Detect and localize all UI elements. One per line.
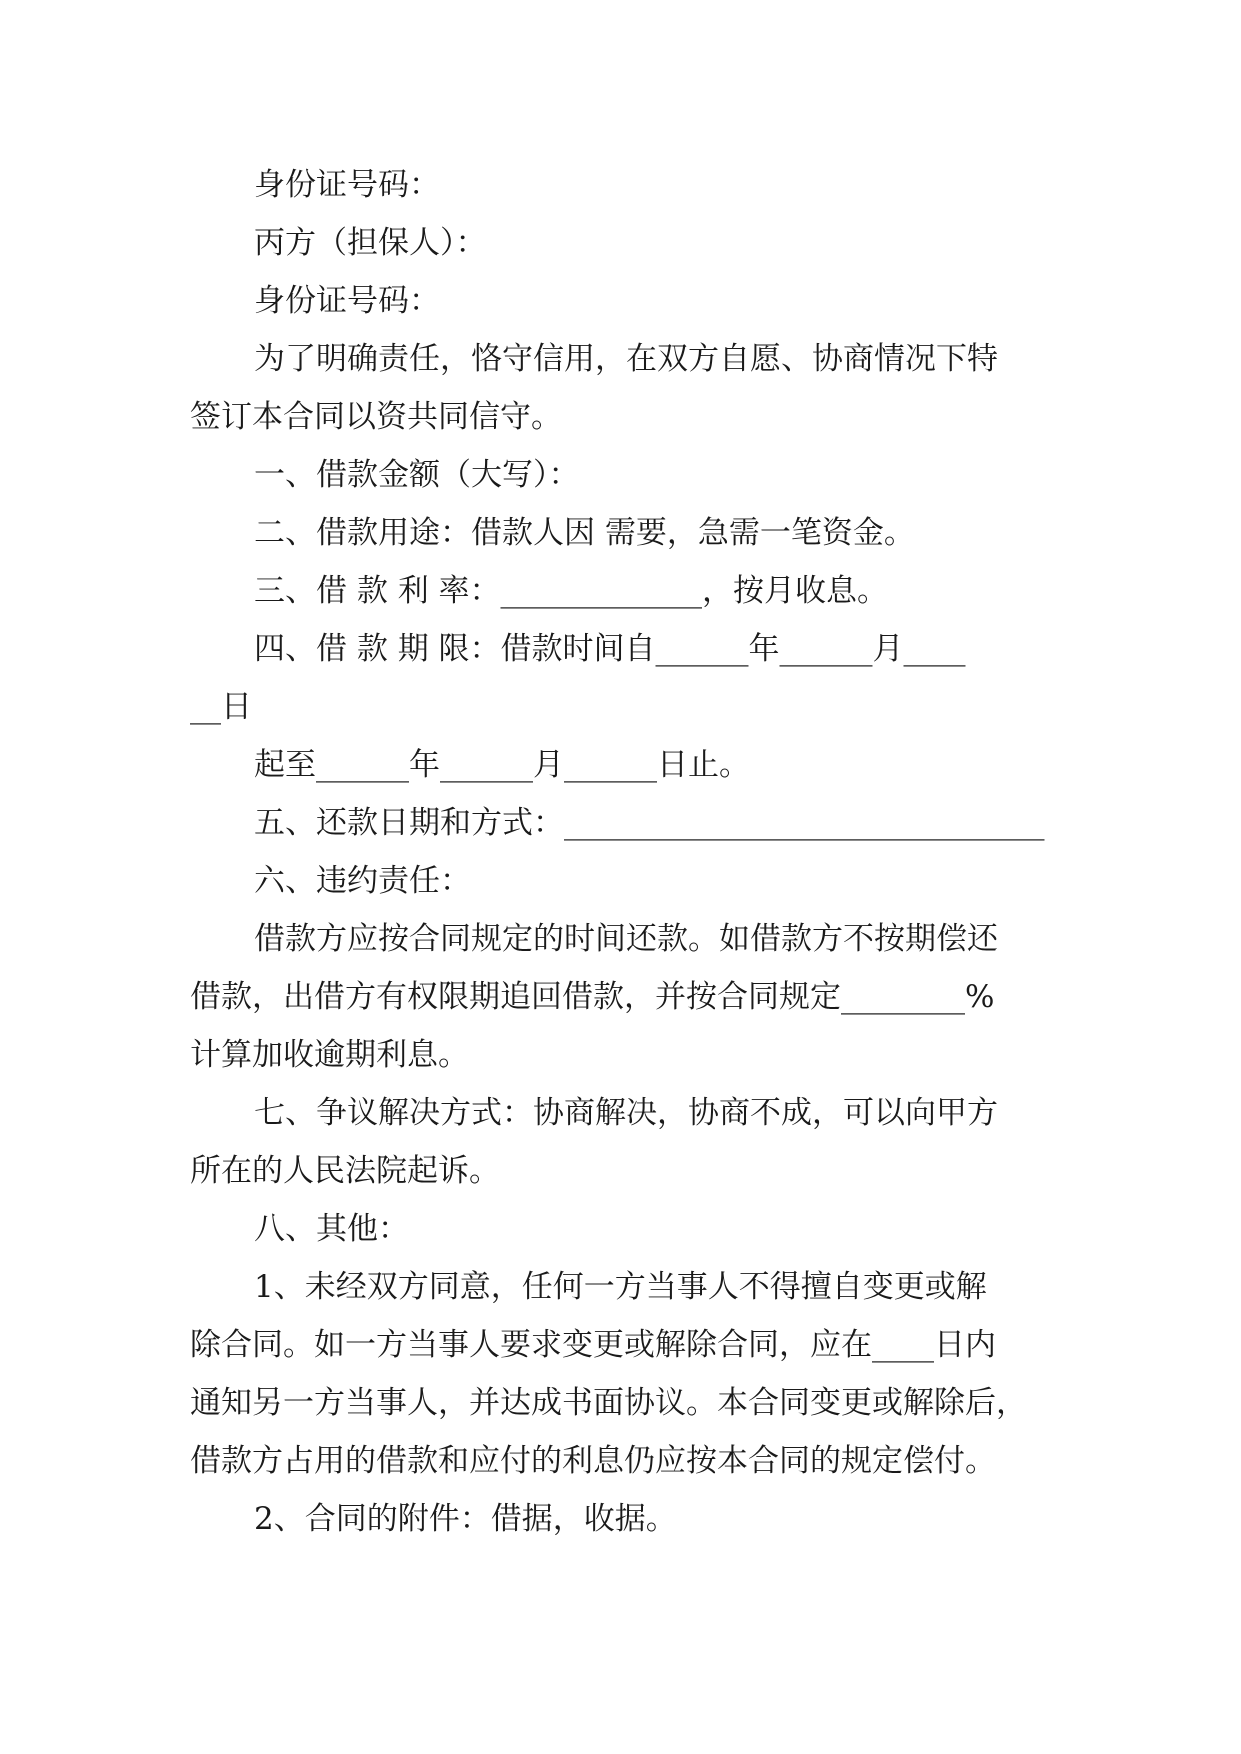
text-line-clause-8-1c: 通知另一方当事人，并达成书面协议。本合同变更或解除后，	[190, 1385, 1027, 1421]
text-line-clause-4c: 起至______年______月______日止。	[254, 747, 750, 783]
text-line-preamble-1: 为了明确责任，恪守信用，在双方自愿、协商情况下特	[254, 341, 998, 377]
text-line-clause-8: 八、其他：	[254, 1211, 409, 1247]
text-line-clause-8-1d: 借款方占用的借款和应付的利息仍应按本合同的规定偿付。	[190, 1443, 996, 1479]
text-line-clause-2: 二、借款用途：借款人因 需要，急需一笔资金。	[254, 515, 915, 551]
text-line-clause-8-1a: 1、未经双方同意，任何一方当事人不得擅自变更或解	[254, 1269, 987, 1305]
text-line-clause-6b: 借款，出借方有权限期追回借款，并按合同规定________%	[190, 979, 995, 1015]
text-line-clause-8-1b: 除合同。如一方当事人要求变更或解除合同，应在____日内	[190, 1327, 996, 1363]
text-line-party-c: 丙方（担保人）：	[254, 225, 487, 261]
text-line-clause-5: 五、还款日期和方式：_______________________________	[254, 805, 1045, 841]
text-line-id-number-2: 身份证号码：	[254, 283, 440, 319]
text-line-clause-8-2: 2、合同的附件：借据，收据。	[254, 1501, 677, 1537]
text-line-clause-1: 一、借款金额（大写）：	[254, 457, 580, 493]
text-line-id-number-1: 身份证号码：	[254, 167, 440, 203]
text-line-clause-6a: 借款方应按合同规定的时间还款。如借款方不按期偿还	[254, 921, 998, 957]
text-line-clause-6: 六、违约责任：	[254, 863, 471, 899]
text-line-clause-4b: __日	[190, 689, 252, 725]
text-line-preamble-2: 签订本合同以资共同信守。	[190, 399, 562, 435]
text-line-clause-4a: 四、借 款 期 限：借款时间自______年______月____	[254, 631, 966, 667]
text-line-clause-3: 三、借 款 利 率：_____________，按月收息。	[254, 573, 889, 609]
text-line-clause-6c: 计算加收逾期利息。	[190, 1037, 469, 1073]
text-line-clause-7b: 所在的人民法院起诉。	[190, 1153, 500, 1189]
text-line-clause-7a: 七、争议解决方式：协商解决，协商不成，可以向甲方	[254, 1095, 998, 1131]
